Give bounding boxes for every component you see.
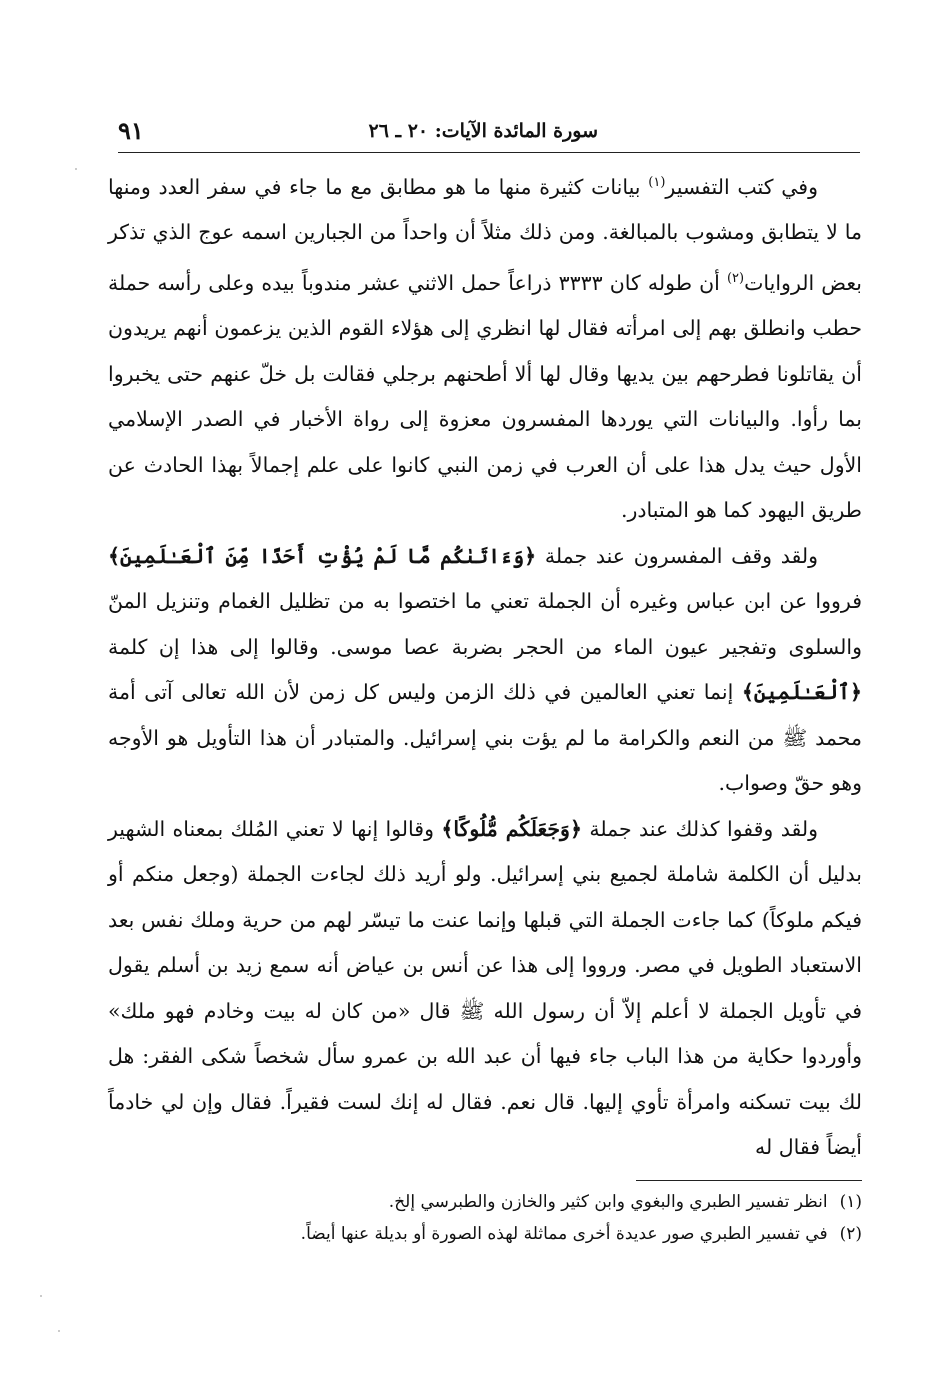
footnote-1 [108, 1186, 862, 1218]
paragraph-text: بيانات كثيرة منها ما هو مطابق مع ما جاء في سفر العدد ومنها ما لا يتطابق ومشوب بالمبالغة. ومن ذلك مثلاً أن واحداً من الجبارين اسمه عوج الذي تذكر بعض الروايات [108, 174, 862, 295]
header-title: سورة المائدة الآيات: ٢٠ ـ ٢٦ [368, 120, 598, 142]
footnote-2 [108, 1218, 862, 1250]
paragraph-1 [108, 160, 862, 534]
running-header [118, 110, 860, 154]
footnote-number: (٢) [839, 1224, 862, 1244]
paragraph-2 [108, 534, 862, 807]
footnotes [108, 1186, 862, 1250]
scan-speck [75, 168, 77, 170]
scan-speck [58, 1330, 60, 1332]
paragraph-text: إنما تعني العالمين في ذلك الزمن وليس كل زمن لأن الله تعالى آتى أمة محمد ﷺ من النعم والكرامة ما لم يؤت بني إسرائيل. والمتبادر أن هذا التأويل هو الأوجه وهو حقّ وصواب. [108, 680, 862, 796]
quran-quote: ﴿ٱلْعَـٰلَمِينَ﴾ [741, 680, 862, 705]
paragraph-text: أن طوله كان ٣٣٣٣ ذراعاً حمل الاثني عشر مندوباً بيده وعلى رأسه حملة حطب وانطلق بهم إلى امرأته فقال لها انظري إلى هؤلاء القوم الذين يزعمون أنهم يريدون أن يقاتلونا فطرحهم بين يديها وقال لها ألا أطحنهم برجلي فقالت بل خلّ عنهم حتى يخبروا بما رأوا. والبيانات التي يوردها المفسرون معزوة إلى رواة الأخبار في الصدر الإسلامي الأول حيث يدل هذا على أن العرب في زمن النبي كانوا على علم إجمالاً بهذا الحادث عن طريق اليهود كما هو المتبادر. [108, 270, 862, 523]
footnote-rule [636, 1180, 862, 1181]
footnote-text: في تفسير الطبري صور عديدة أخرى مماثلة لهذه الصورة أو بديلة عنها أيضاً. [300, 1224, 828, 1244]
paragraph-text: ولقد وقفوا كذلك عند جملة [581, 816, 818, 841]
main-text [108, 160, 862, 1171]
quran-quote: ﴿وَجَعَلَكُم مُّلُوكًا﴾ [441, 816, 582, 841]
paragraph-text: وفي كتب التفسير [665, 174, 818, 199]
quran-quote: ﴿وَءَاتَىٰكُم مَّا لَمْ يُؤْتِ أَحَدًا مِّنَ ٱلْعَـٰلَمِينَ﴾ [108, 543, 537, 568]
footnote-ref: (١) [648, 175, 666, 190]
footnote-ref: (٢) [726, 270, 745, 286]
page-number: ٩١ [118, 116, 144, 145]
footnote-number: (١) [839, 1192, 862, 1212]
paragraph-text: فرووا عن ابن عباس وغيره أن الجملة تعني ما اختصوا به من تظليل الغمام وتنزيل المنّ والسلوى وتفجير عيون الماء من الحجر بضربة عصا موسى. وقالوا إلى هذا إن كلمة [108, 589, 862, 659]
scan-speck [40, 1295, 42, 1297]
footnote-text: انظر تفسير الطبري والبغوي وابن كثير والخازن والطبرسي إلخ. [388, 1192, 828, 1212]
header-rule [118, 152, 860, 153]
paragraph-text: ولقد وقف المفسرون عند جملة [536, 543, 818, 568]
paragraph-3 [108, 807, 862, 1171]
paragraph-text: وقالوا إنها لا تعني المُلك بمعناه الشهير بدليل أن الكلمة شاملة لجميع بني إسرائيل. ولو أريد ذلك لجاءت الجملة (وجعل منكم أو فيكم ملوكاً) كما جاءت الجملة التي قبلها وإنما عنت ما تيسّر لهم من حرية وملك نفس بعد الاستعباد الطويل في مصر. ورووا إلى هذا عن أنس بن عياض أنه سمع زيد بن أسلم يقول في تأويل الجملة لا أعلم إلاّ أن رسول الله ﷺ قال «من كان له بيت وخادم فهو ملك» وأوردوا حكاية من هذا الباب جاء فيها أن عبد الله بن عمرو سأل شخصاً شكى الفقر: هل لك بيت تسكنه وامرأة تأوي إليها. قال نعم. فقال له إنك لست فقيراً. فقال وإن لي خادماً أيضاً فقال له [108, 816, 862, 1160]
